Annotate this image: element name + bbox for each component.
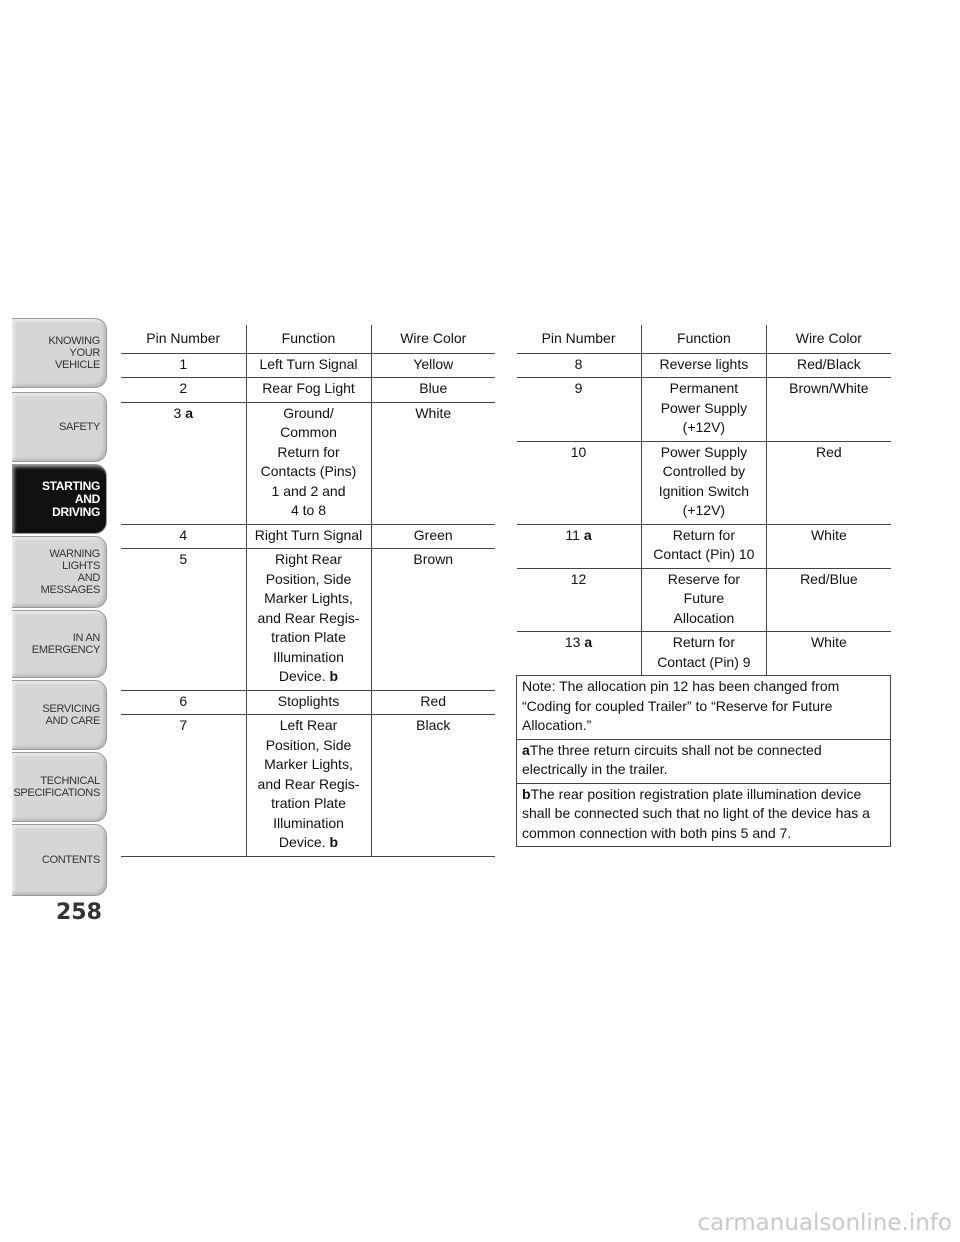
pin-cell <box>517 378 642 442</box>
function-text: Right Rear Position, Side Marker Lights, and Rear Regis- tration Plate Illumination Device. <box>257 551 360 684</box>
table-row <box>121 402 495 524</box>
tab-contents[interactable] <box>12 824 107 896</box>
table-body <box>517 353 891 847</box>
function-cell <box>641 378 767 442</box>
pin-number: 12 <box>570 570 587 587</box>
function-cell <box>641 632 767 676</box>
function-cell <box>641 441 767 524</box>
footnote-mark: a <box>522 741 530 758</box>
pin-number: 2 <box>179 380 188 396</box>
tab-label-line: VEHICLE <box>55 359 100 371</box>
function-cell <box>246 715 371 857</box>
footnote-mark: a <box>584 634 593 650</box>
pin-number: 5 <box>179 551 188 567</box>
pin-number: 8 <box>574 355 583 372</box>
pin-number: 6 <box>179 692 188 709</box>
header-function: Function <box>641 325 767 353</box>
wire-color-cell: Green <box>371 524 495 549</box>
header-function: Function <box>246 325 371 353</box>
note-cell <box>517 676 891 740</box>
header-wire-color: Wire Color <box>371 325 495 353</box>
pin-cell <box>121 378 246 403</box>
tab-label-line: STARTING <box>41 478 100 493</box>
header-wire-color: Wire Color <box>767 325 891 353</box>
table-row <box>517 378 891 442</box>
wire-color-cell: Red <box>767 441 891 524</box>
footnote-mark: b <box>329 834 339 850</box>
pin-cell <box>121 549 246 691</box>
table-row <box>517 441 891 524</box>
function-text: Right Turn Signal <box>254 526 363 543</box>
function-text: Return for Contact (Pin) 9 <box>657 634 751 670</box>
tab-label-line: SAFETY <box>59 421 100 433</box>
pin-cell <box>121 524 246 549</box>
function-text: Rear Fog Light <box>262 380 355 396</box>
function-text: Reserve for Future Allocation <box>667 570 741 626</box>
page-number: 258 <box>56 900 102 925</box>
wire-color-cell: Yellow <box>371 353 495 378</box>
table-row <box>517 353 891 378</box>
table-row <box>121 715 495 857</box>
wire-color-cell: Black <box>371 715 495 857</box>
table-row <box>517 524 891 568</box>
table-row <box>517 568 891 632</box>
tab-label-line: AND <box>77 572 100 584</box>
function-cell <box>246 353 371 378</box>
function-cell <box>246 690 371 715</box>
pin-number: 4 <box>179 526 188 543</box>
pin-cell <box>517 632 642 676</box>
function-text: Stoplights <box>277 692 340 709</box>
note-cell <box>517 739 891 783</box>
pin-table-right <box>516 325 891 847</box>
function-text: Left Rear Position, Side Marker Lights, and Rear Regis- tration Plate Illumination Device. <box>257 717 360 850</box>
table-row <box>121 549 495 691</box>
pin-cell <box>121 690 246 715</box>
function-cell <box>246 402 371 524</box>
tab-warning-lights-and-messages[interactable] <box>12 536 107 608</box>
table-row <box>121 353 495 378</box>
wire-color-cell: White <box>767 524 891 568</box>
pin-number: 3 <box>173 404 182 421</box>
note-row <box>517 739 891 783</box>
tab-safety[interactable] <box>12 392 107 462</box>
table-row <box>121 690 495 715</box>
wire-color-cell: Red/Black <box>767 353 891 378</box>
function-text: Ground/ Common Return for Contacts (Pins) 1 and 2 and 4 to 8 <box>260 404 357 518</box>
note-cell <box>517 783 891 847</box>
note-row <box>517 783 891 847</box>
footnote-mark: a <box>185 404 193 421</box>
tab-label-line: CONTENTS <box>41 854 100 866</box>
pin-cell <box>121 715 246 857</box>
function-text: Left Turn Signal <box>259 355 358 372</box>
header-pin-number: Pin Number <box>121 325 246 353</box>
function-cell <box>641 568 767 632</box>
footnote-mark: b <box>522 785 531 802</box>
tab-knowing-your-vehicle[interactable] <box>12 318 107 388</box>
pin-number: 7 <box>179 717 188 733</box>
tab-technical-specifications[interactable] <box>12 752 107 822</box>
tab-label-line: KNOWING <box>48 335 100 347</box>
tab-label-line: WARNING <box>49 548 100 560</box>
function-text: Permanent Power Supply (+12V) <box>660 380 748 435</box>
tab-label-line: DRIVING <box>52 504 100 519</box>
function-cell <box>246 524 371 549</box>
wire-color-cell: Brown/White <box>767 378 891 442</box>
tab-label-line: SPECIFICATIONS <box>13 787 100 799</box>
function-cell <box>641 524 767 568</box>
tab-starting-and-driving[interactable] <box>12 464 107 534</box>
pin-number: 1 <box>179 355 188 372</box>
tab-label-line: IN AN <box>72 632 100 644</box>
tab-label-line: LIGHTS <box>62 560 100 572</box>
wire-color-cell: Blue <box>371 378 495 403</box>
footnote-mark: b <box>329 668 339 684</box>
tab-label-line: AND CARE <box>45 715 100 727</box>
wire-color-cell: White <box>767 632 891 676</box>
tab-label-line: AND <box>74 491 100 506</box>
tab-label-line: TECHNICAL <box>40 775 100 787</box>
wire-color-cell: Red/Blue <box>767 568 891 632</box>
function-cell <box>246 549 371 691</box>
pin-cell <box>517 524 642 568</box>
tab-label-line: MESSAGES <box>40 584 100 596</box>
note-text: Note: The allocation pin 12 has been changed from “Coding for coupled Trailer” to “Reserve for Future Allocation.” <box>522 678 840 733</box>
function-text: Power Supply Controlled by Ignition Switch (+12V) <box>658 443 750 518</box>
pin-cell <box>517 441 642 524</box>
function-cell <box>246 378 371 403</box>
pin-cell <box>517 568 642 632</box>
table-row <box>121 378 495 403</box>
watermark: carmanualsonline.info <box>697 1210 952 1236</box>
table-row <box>121 524 495 549</box>
pin-cell <box>121 353 246 378</box>
tab-in-an-emergency[interactable] <box>12 610 107 678</box>
header-pin-number: Pin Number <box>517 325 642 353</box>
pin-cell <box>121 402 246 524</box>
footnote-mark: a <box>583 526 592 543</box>
function-cell <box>641 353 767 378</box>
tab-label-line: SERVICING <box>42 703 100 715</box>
pin-number: 10 <box>570 443 587 460</box>
function-text: Reverse lights <box>659 355 749 372</box>
pin-number: 9 <box>574 380 583 396</box>
pin-number: 13 <box>564 634 581 650</box>
function-text: Return for Contact (Pin) 10 <box>653 526 755 562</box>
tab-label-line: YOUR <box>69 347 100 359</box>
wire-color-cell: Brown <box>371 549 495 691</box>
note-text: The three return circuits shall not be connected electrically in the trailer. <box>522 741 822 777</box>
note-text: The rear position registration plate illumination device shall be connected such that no light of the device has a common connection with both pins 5 and 7. <box>522 785 870 841</box>
pin-cell <box>517 353 642 378</box>
wire-color-cell: Red <box>371 690 495 715</box>
table-row <box>517 632 891 676</box>
wire-color-cell: White <box>371 402 495 524</box>
pin-number: 11 <box>565 526 580 543</box>
pin-table-left <box>121 325 495 857</box>
tab-servicing-and-care[interactable] <box>12 680 107 750</box>
table-body <box>121 353 495 856</box>
note-row <box>517 676 891 740</box>
tab-label-line: EMERGENCY <box>31 644 100 656</box>
